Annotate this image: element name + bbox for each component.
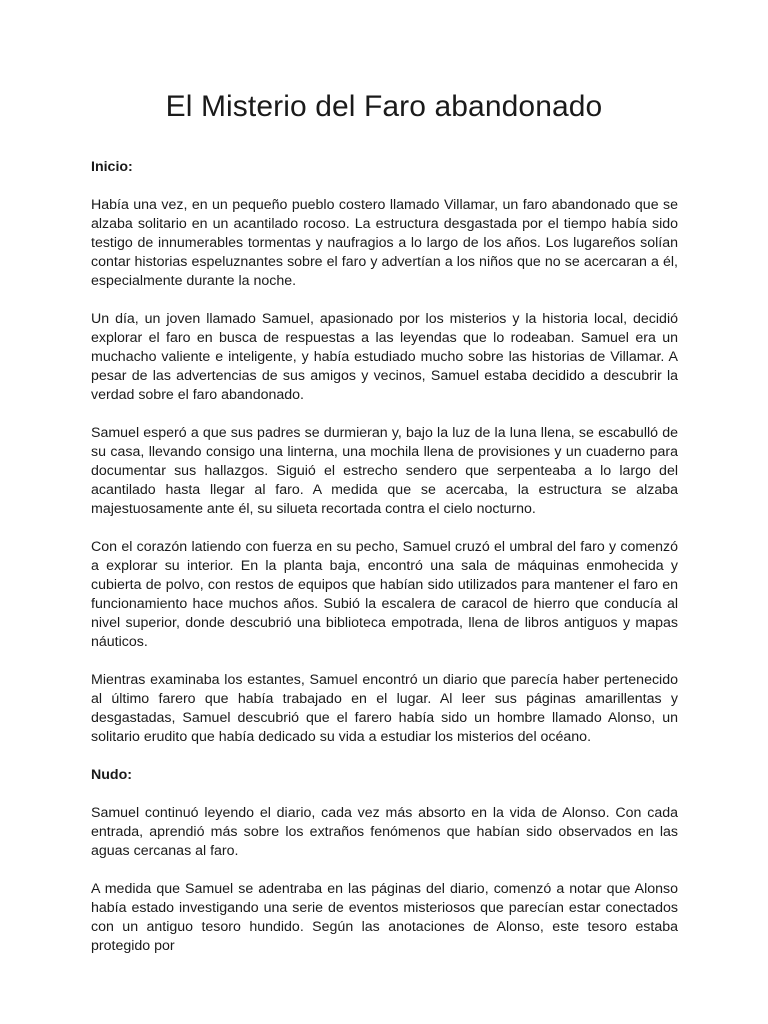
paragraph: Un día, un joven llamado Samuel, apasionado por los misterios y la historia local, decidió explorar el faro en busca de respuestas a las leyendas que lo rodeaban. Samuel era un muchacho valiente e inteligente, y había estudiado mucho sobre las historias de Villamar. A pesar de las advertencias de sus amigos y vecinos, Samuel estaba decidido a descubrir la verdad sobre el faro abandonado. — [91, 311, 678, 403]
paragraph: A medida que Samuel se adentraba en las páginas del diario, comenzó a notar que Alonso había estado investigando una serie de eventos misteriosos que parecían estar conectados con un antiguo tesoro hundido. Según las anotaciones de Alonso, este tesoro estaba protegido por — [91, 881, 678, 954]
section-heading-inicio: Inicio: — [91, 159, 133, 175]
section-heading-nudo: Nudo: — [91, 767, 132, 783]
paragraph: Samuel esperó a que sus padres se durmieran y, bajo la luz de la luna llena, se escabulló de su casa, llevando consigo una linterna, una mochila llena de provisiones y un cuaderno para documentar sus hallazgos. Siguió el estrecho sendero que serpenteaba a lo largo del acantilado hasta llegar al faro. A medida que se acercaba, la estructura se alzaba majestuosamente ante él, su silueta recortada contra el cielo nocturno. — [91, 425, 678, 517]
document-body — [91, 158, 678, 975]
paragraph: Había una vez, en un pequeño pueblo costero llamado Villamar, un faro abandonado que se alzaba solitario en un acantilado rocoso. La estructura desgastada por el tiempo había sido testigo de innumerables tormentas y naufragios a lo largo de los años. Los lugareños solían contar historias espeluznantes sobre el faro y advertían a los niños que no se acercaran a él, especialmente durante la noche. — [91, 197, 678, 289]
document-title: El Misterio del Faro abandonado — [165, 90, 603, 123]
paragraph: Con el corazón latiendo con fuerza en su pecho, Samuel cruzó el umbral del faro y comenzó a explorar su interior. En la planta baja, encontró una sala de máquinas enmohecida y cubierta de polvo, con restos de equipos que habían sido utilizados para mantener el faro en funcionamiento hace muchos años. Subió la escalera de caracol de hierro que conducía al nivel superior, donde descubrió una biblioteca empotrada, llena de libros antiguos y mapas náuticos. — [91, 539, 678, 650]
paragraph: Samuel continuó leyendo el diario, cada vez más absorto en la vida de Alonso. Con cada entrada, aprendió más sobre los extraños fenómenos que habían sido observados en las aguas cercanas al faro. — [91, 805, 678, 859]
paragraph: Mientras examinaba los estantes, Samuel encontró un diario que parecía haber pertenecido al último farero que había trabajado en el lugar. Al leer sus páginas amarillentas y desgastadas, Samuel descubrió que el farero había sido un hombre llamado Alonso, un solitario erudito que había dedicado su vida a estudiar los misterios del océano. — [91, 672, 678, 745]
